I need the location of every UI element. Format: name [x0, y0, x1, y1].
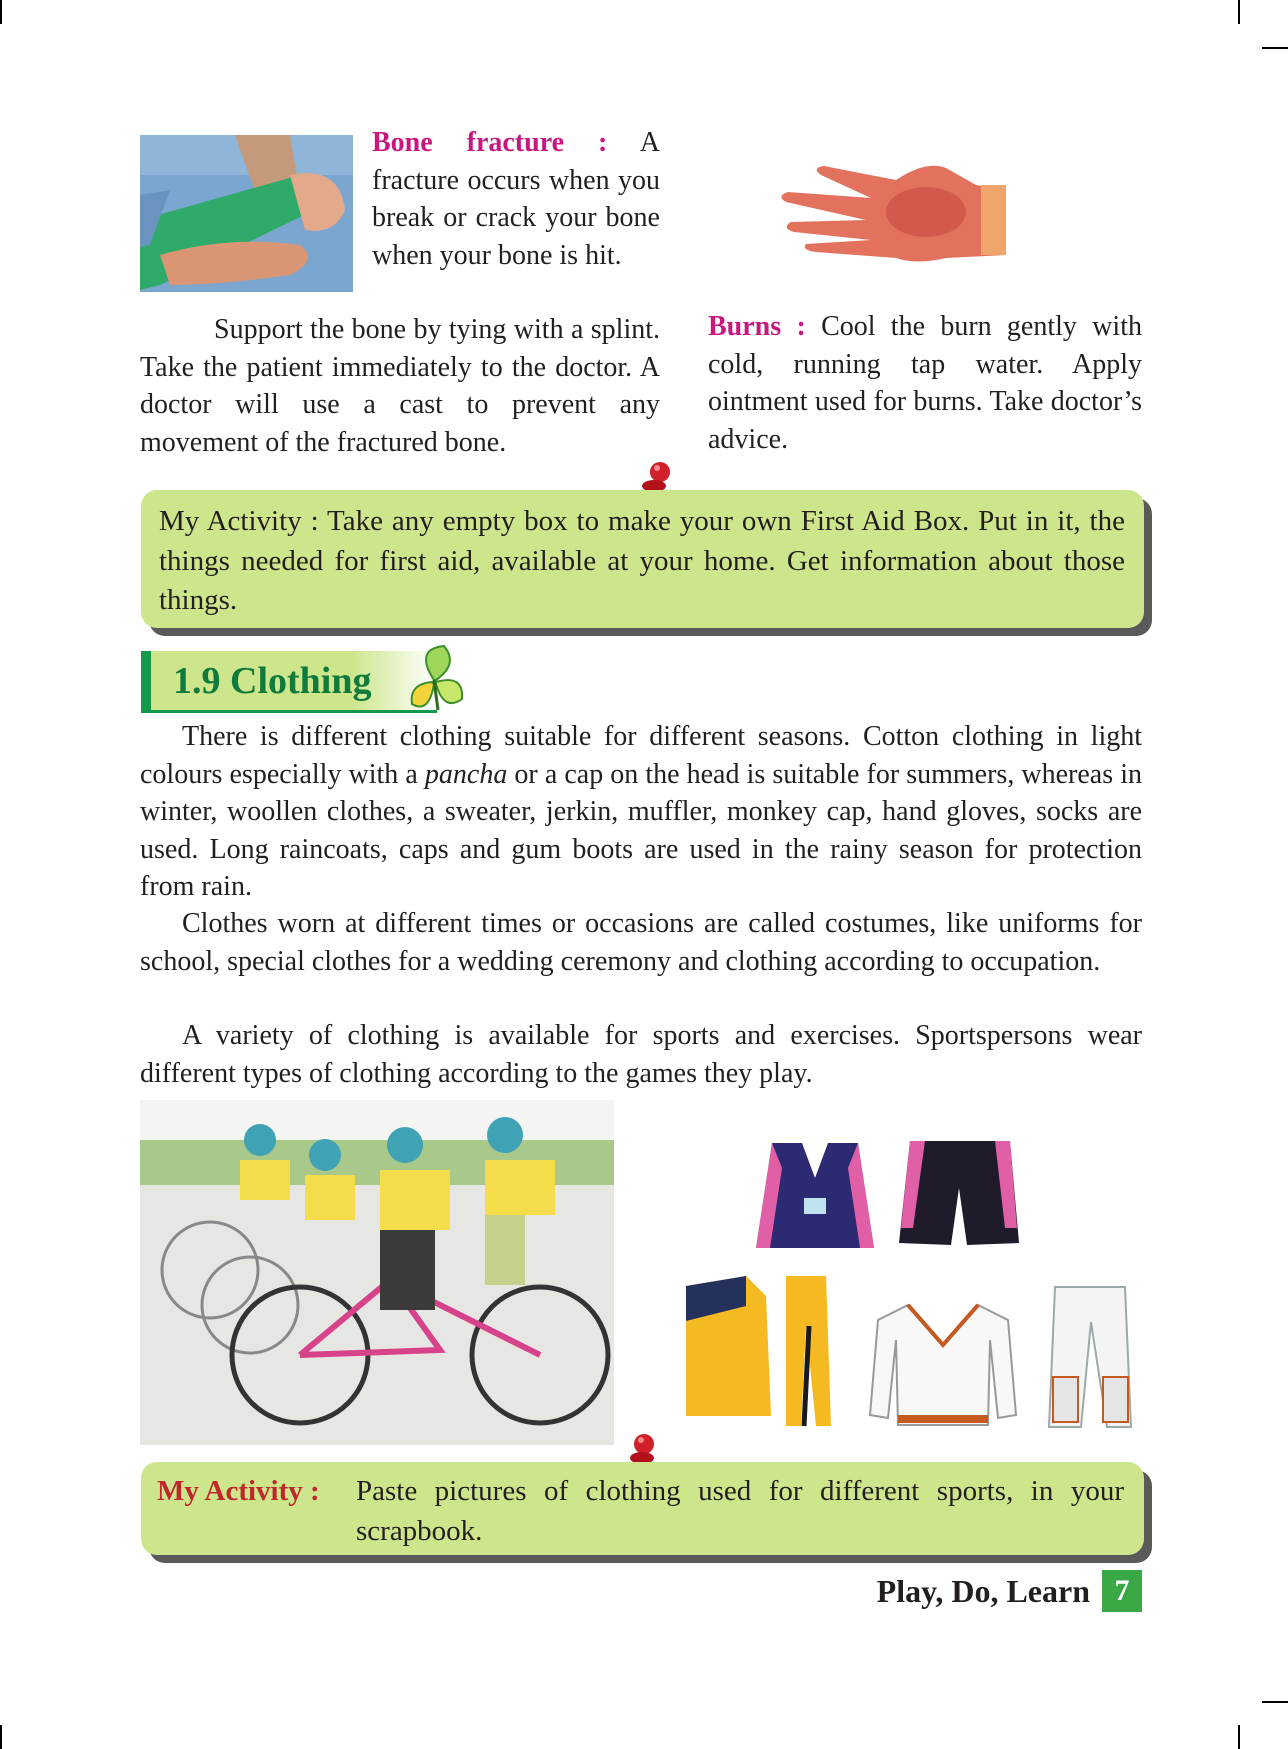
my-activity-first-aid-body: Take any empty box to make your own First Aid Box. Put in it, the things needed for first aid, available at your home. Get information about those things.	[159, 505, 1125, 616]
pancha-term: pancha	[424, 758, 508, 790]
bone-fracture-illustration	[140, 135, 353, 292]
sports-shorts-illustration	[895, 1133, 1023, 1251]
track-suit-illustration	[676, 1266, 834, 1431]
clothing-p1-text-b: or a cap on the head is suitable for summers, whereas in winter, woollen clothes, a sweater, jerkin, muffler, monkey cap, hand gloves, socks are used. Long raincoats, caps and gum boots are used in the rainy season for protection from rain.	[140, 758, 1142, 902]
section-heading-text: 1.9 Clothing	[173, 660, 372, 702]
crop-mark-top-right	[1238, 0, 1240, 24]
burns-paragraph	[708, 308, 1142, 458]
clothing-paragraph-sports	[140, 1017, 1142, 1092]
crop-mark-top-left	[0, 0, 2, 24]
bone-fracture-label: Bone fracture :	[372, 127, 608, 158]
sports-vest-illustration	[752, 1138, 878, 1256]
burns-label: Burns :	[708, 311, 806, 342]
crop-mark-right-lower	[1262, 1701, 1288, 1703]
butterfly-icon	[404, 644, 468, 716]
my-activity-label: My Activity :	[159, 505, 319, 537]
crop-mark-bottom-right	[1238, 1725, 1240, 1749]
crop-mark-right-upper	[1262, 47, 1288, 49]
cricket-sweater-illustration	[868, 1300, 1018, 1430]
clothing-p1-text-a: There is different clothing suitable for different seasons. Cotton clothing in light colours especially with a	[140, 721, 1142, 790]
clothing-p2-text: Clothes worn at different times or occasions are called costumes, like uniforms for school, special clothes for a wedding ceremony and clothing according to occupation.	[140, 908, 1142, 977]
my-activity-first-aid-text	[159, 502, 1125, 621]
bone-fracture-intro-text: A fracture occurs when you break or crack your bone when your bone is hit.	[372, 127, 660, 271]
cricket-trousers-illustration	[1045, 1282, 1133, 1432]
bone-fracture-intro	[372, 124, 660, 274]
page-number-badge: 7	[1102, 1570, 1142, 1612]
bone-fracture-body-text: Support the bone by tying with a splint. Take the patient immediately to the doctor. A doctor will use a cast to prevent any movement of the fractured bone.	[140, 314, 660, 458]
my-activity-sports-body: Paste pictures of clothing used for different sports, in your scrapbook.	[356, 1475, 1124, 1547]
clothing-paragraph-costumes	[140, 905, 1142, 980]
burned-hand-illustration	[776, 140, 1006, 270]
bone-fracture-body	[140, 311, 660, 461]
burns-text: Cool the burn gently with cold, running tap water. Apply ointment used for burns. Take doctor’s advice.	[708, 311, 1142, 455]
crop-mark-bottom-left	[0, 1725, 2, 1749]
my-activity-sports-text	[356, 1472, 1124, 1551]
my-activity-sports-label	[157, 1472, 347, 1512]
footer-book-title: Play, Do, Learn	[876, 1573, 1090, 1609]
clothing-p3-text: A variety of clothing is available for sports and exercises. Sportspersons wear different types of clothing according to the games they play.	[140, 1020, 1142, 1089]
my-activity-label: My Activity :	[157, 1475, 320, 1507]
section-heading-clothing	[141, 651, 437, 713]
cyclists-illustration	[140, 1100, 614, 1445]
clothing-paragraph-seasons	[140, 718, 1142, 906]
